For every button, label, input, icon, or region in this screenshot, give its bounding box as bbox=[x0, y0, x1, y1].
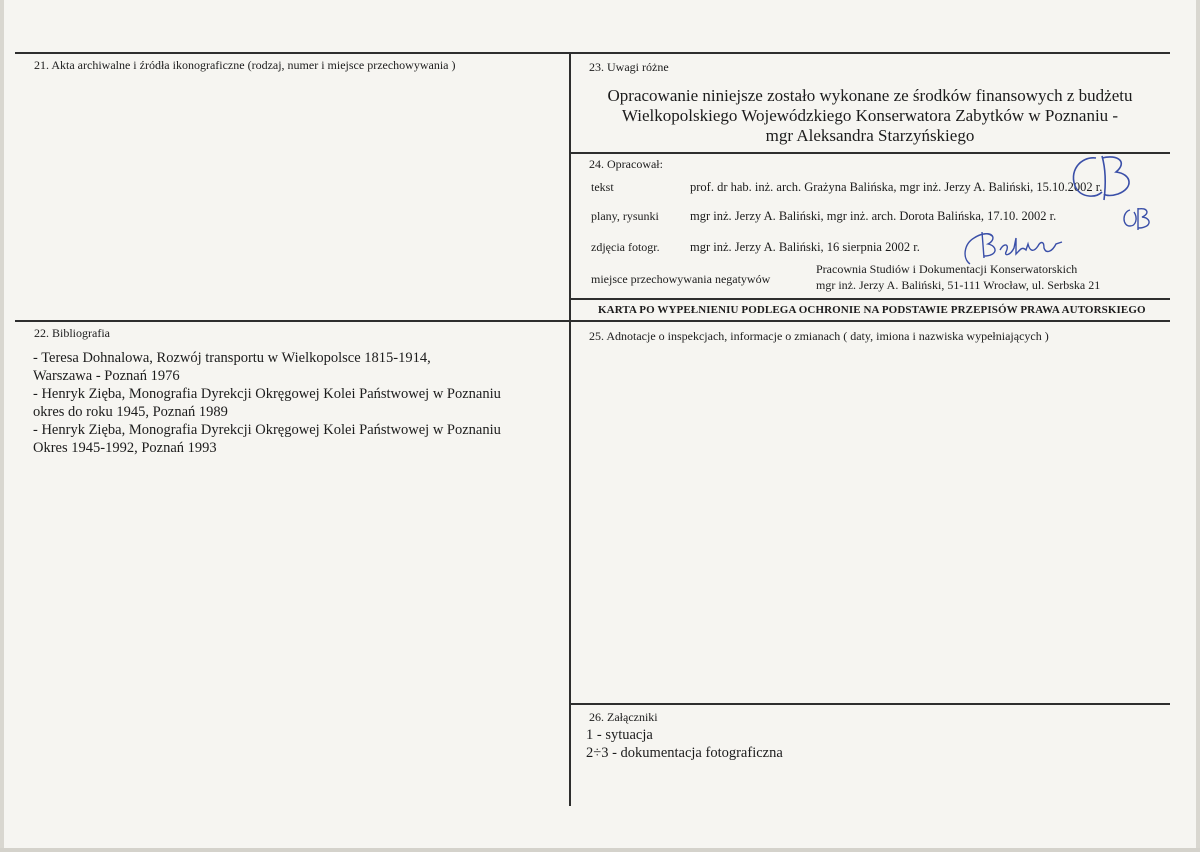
bibliography-list bbox=[33, 349, 501, 457]
row-plany-key: plany, rysunki bbox=[591, 209, 659, 223]
signature-balinski bbox=[958, 224, 1070, 268]
uwagi-line-3: mgr Aleksandra Starzyńskiego bbox=[765, 126, 975, 145]
center-divider bbox=[569, 52, 571, 806]
section-23-label: 23. Uwagi różne bbox=[589, 60, 669, 74]
negatives-line-1: Pracownia Studiów i Dokumentacji Konserwatorskich bbox=[816, 262, 1078, 276]
rule-above-zalaczniki bbox=[570, 703, 1170, 705]
row-tekst-value: prof. dr hab. inż. arch. Grażyna Balińska, mgr inż. Jerzy A. Baliński, 15.10.2002 r. bbox=[690, 180, 1103, 194]
row-zdjecia-key: zdjęcia fotogr. bbox=[591, 240, 660, 254]
top-rule bbox=[15, 52, 1170, 54]
section-25-label: 25. Adnotacje o inspekcjach, informacje o zmianach ( daty, imiona i nazwiska wypełniających ) bbox=[589, 329, 1049, 343]
rule-above-notice bbox=[570, 298, 1170, 300]
section-22-label: 22. Bibliografia bbox=[34, 326, 110, 340]
negatives-line-2: mgr inż. Jerzy A. Baliński, 51-111 Wrocław, ul. Serbska 21 bbox=[816, 278, 1101, 292]
row-zdjecia-value: mgr inż. Jerzy A. Baliński, 16 sierpnia 2002 r. bbox=[690, 240, 920, 254]
attachments-list bbox=[586, 726, 783, 762]
row-plany-value: mgr inż. Jerzy A. Baliński, mgr inż. arch. Dorota Balińska, 17.10. 2002 r. bbox=[690, 209, 1057, 223]
paper-edge-bottom bbox=[0, 848, 1200, 852]
bibliography-line-6: Okres 1945-1992, Poznań 1993 bbox=[33, 440, 217, 456]
section-26-label: 26. Załączniki bbox=[589, 710, 658, 724]
negatives-key: miejsce przechowywania negatywów bbox=[591, 272, 771, 286]
uwagi-text bbox=[584, 86, 1156, 146]
attachment-item-1: 1 - sytuacja bbox=[586, 727, 653, 743]
uwagi-line-2: Wielkopolskiego Wojewódzkiego Konserwatora Zabytków w Poznaniu - bbox=[621, 106, 1119, 125]
bibliography-line-1: - Teresa Dohnalowa, Rozwój transportu w Wielkopolsce 1815-1914, bbox=[33, 350, 431, 366]
paper-edge-left bbox=[0, 0, 4, 852]
attachment-item-2: 2÷3 - dokumentacja fotograficzna bbox=[586, 745, 783, 761]
signature-initials-large bbox=[1062, 150, 1142, 208]
bibliography-line-3: - Henryk Zięba, Monografia Dyrekcji Okręgowej Kolei Państwowej w Poznaniu bbox=[33, 386, 501, 402]
uwagi-line-1: Opracowanie niniejsze zostało wykonane ze środków finansowych z budżetu bbox=[607, 86, 1133, 105]
paper-edge-right bbox=[1196, 0, 1200, 852]
section-24-label: 24. Opracował: bbox=[589, 157, 663, 171]
copyright-notice: KARTA PO WYPEŁNIENIU PODLEGA OCHRONIE NA PODSTAWIE PRZEPISÓW PRAWA AUTORSKIEGO bbox=[598, 304, 1146, 316]
row-tekst-key: tekst bbox=[591, 180, 614, 194]
bibliography-line-4: okres do roku 1945, Poznań 1989 bbox=[33, 404, 228, 420]
bibliography-line-2: Warszawa - Poznań 1976 bbox=[33, 368, 180, 384]
bibliography-line-5: - Henryk Zięba, Monografia Dyrekcji Okręgowej Kolei Państwowej w Poznaniu bbox=[33, 422, 501, 438]
signature-initials-small bbox=[1120, 204, 1156, 234]
middle-rule bbox=[15, 320, 1170, 322]
section-21-label: 21. Akta archiwalne i źródła ikonograficzne (rodzaj, numer i miejsce przechowywania ) bbox=[34, 58, 456, 72]
